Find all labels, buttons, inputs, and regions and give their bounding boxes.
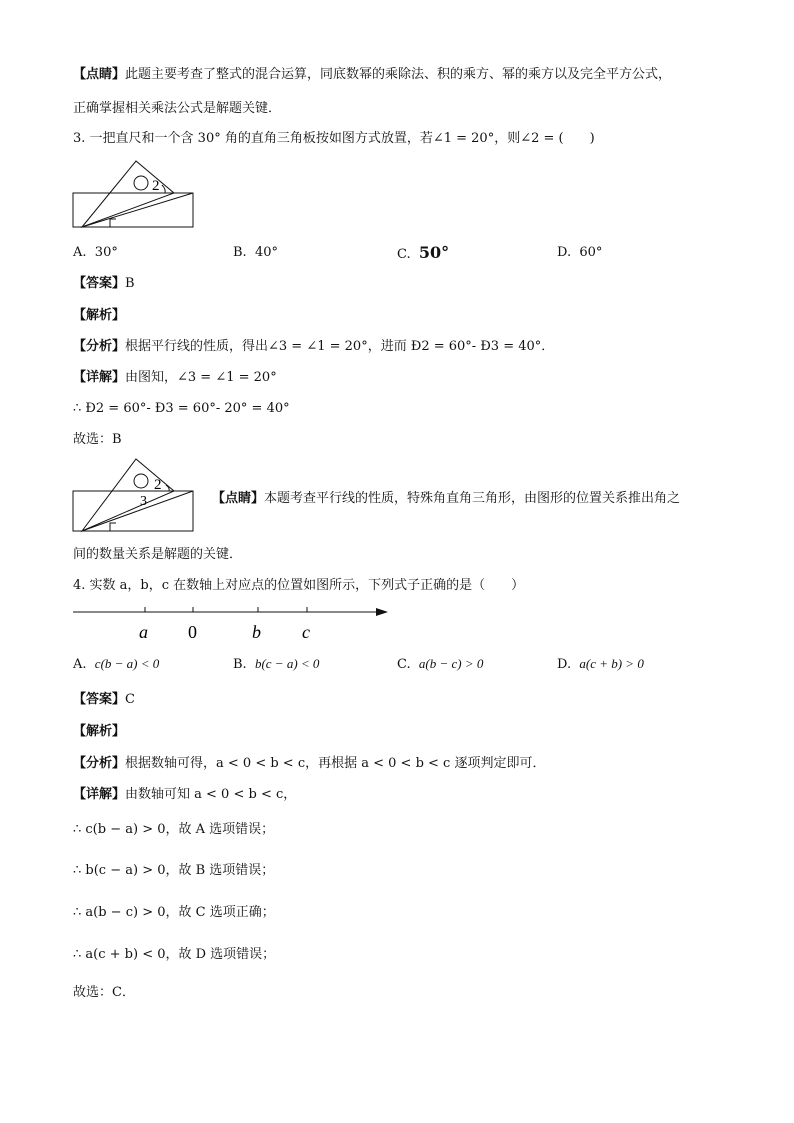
q3-option-a[interactable]: A. 30° [73, 245, 118, 260]
q4-answer: 【答案】C [73, 692, 135, 707]
prev-comment-line1 [73, 66, 671, 84]
axis-label-b: b [252, 622, 261, 642]
q4-option-c[interactable]: C. a(b − c) > 0 [397, 656, 484, 672]
q3-option-d[interactable]: D. 60° [557, 245, 603, 260]
q3-fenxi: 【分析】根据平行线的性质，得出∠3 = ∠1 = 20°，进而 Ð2 = 60°- Ð3 = 40°． [73, 339, 555, 354]
q4-step-d: ∴ a(c + b) < 0，故 D 选项错误； [73, 947, 276, 962]
prev-comment-line2: 正确掌握相关乘法公式是解题关键． [73, 101, 282, 116]
q3-option-c[interactable]: C. 50° [397, 243, 450, 262]
q4-number-line [70, 600, 400, 645]
q4-analysis-tag: 【解析】 [73, 724, 126, 739]
q3-stem: 3. 一把直尺和一个含 30° 角的直角三角板按如图方式放置，若∠1 = 20°，则∠2 = ( ) [73, 131, 595, 146]
angle-3-label: 3 [140, 494, 147, 509]
q4-step-a: ∴ c(b − a) > 0，故 A 选项错误； [73, 822, 275, 837]
q3-option-b[interactable]: B. 40° [233, 245, 278, 260]
axis-label-c: c [302, 622, 310, 642]
q4-fenxi: 【分析】根据数轴可得，a < 0 < b < c，再根据 a < 0 < b < c 逐项判定即可． [73, 756, 546, 771]
q4-step-c: ∴ a(b − c) > 0，故 C 选项正确； [73, 905, 275, 920]
comment-tag: 【点睛】 [73, 67, 126, 82]
q3-comment-line2: 间的数量关系是解题的关键． [73, 547, 243, 562]
q4-option-d[interactable]: D. a(c + b) > 0 [557, 656, 644, 672]
q4-choose: 故选：C． [73, 985, 135, 1000]
q4-option-b[interactable]: B. b(c − a) < 0 [233, 656, 320, 672]
q3-choose: 故选：B [73, 432, 122, 447]
q3-answer: 【答案】B [73, 276, 135, 291]
q3-comment-figure [70, 455, 200, 535]
q4-stem: 4. 实数 a，b，c 在数轴上对应点的位置如图所示，下列式子正确的是（ ） [73, 578, 525, 593]
q3-step: ∴ Ð2 = 60°- Ð3 = 60°- 20° = 40° [73, 401, 290, 416]
angle-2-label: 2 [154, 477, 162, 493]
angle-2-label: 2 [152, 178, 160, 194]
q4-step-b: ∴ b(c − a) > 0，故 B 选项错误； [73, 863, 275, 878]
axis-label-0: 0 [188, 622, 197, 642]
q3-figure [70, 155, 200, 235]
q3-comment-line1: 【点睛】本题考查平行线的性质，特殊角直角三角形，由图形的位置关系推出角之 [212, 491, 681, 506]
q4-option-a[interactable]: A. c(b − a) < 0 [73, 656, 160, 672]
q3-xiangjie: 【详解】由图知，∠3 = ∠1 = 20° [73, 370, 277, 385]
q3-analysis-tag: 【解析】 [73, 308, 126, 323]
q4-xiangjie: 【详解】由数轴可知 a < 0 < b < c， [73, 787, 297, 802]
axis-label-a: a [139, 622, 148, 642]
comment-text: 此题主要考查了整式的混合运算，同底数幂的乘除法、积的乘方、幂的乘方以及完全平方公式， [125, 67, 672, 82]
